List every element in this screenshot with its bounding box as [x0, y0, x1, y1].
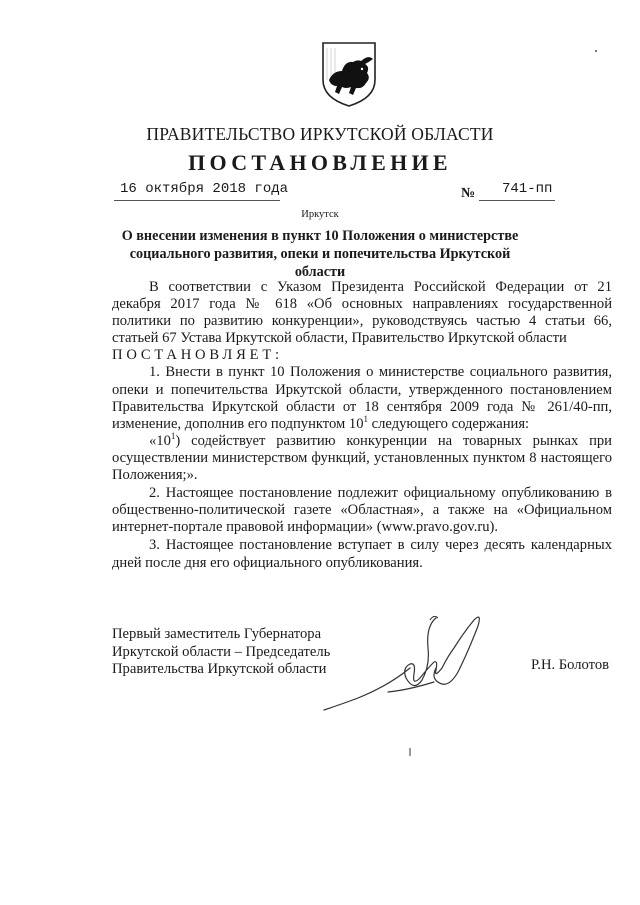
quote-start: «10: [149, 432, 171, 449]
document-number: 741-пп: [502, 181, 553, 197]
scan-speck: [595, 50, 597, 52]
superscript: 1: [363, 413, 368, 424]
government-name: ПРАВИТЕЛЬСТВО ИРКУТСКОЙ ОБЛАСТИ: [146, 124, 494, 144]
document-title: О внесении изменения в пункт 10 Положения о министерстве социального развития, опеки и попечительства Иркутской области: [121, 228, 519, 280]
resolves-heading: ПОСТАНОВЛЯЕТ:: [112, 347, 283, 364]
paragraph-1-text: 1. Внести в пункт 10 Положения о министерстве социального развития, опеки и попечительства Иркутской области, утвержденного постановлением Правительства Иркутской области от 18 сентября 2009 года № 261/40-пп, изменение, дополнив его подпунктом 10: [112, 364, 612, 432]
paragraph-2: 2. Настоящее постановление подлежит официальному опубликованию в общественно-политической газете «Областная», а также на «Официальном интернет-портале правовой информации» (www.pravo.gov.ru).: [112, 485, 612, 536]
number-underline: [479, 200, 555, 201]
handwritten-signature: [318, 606, 518, 721]
signatory-line-2: Иркутской области – Председатель: [112, 643, 331, 660]
document-date: 16 октября 2018 года: [120, 181, 289, 197]
paragraph-preamble: В соответствии с Указом Президента Российской Федерации от 21 декабря 2017 года № 618 «Об основных направлениях государственной политики по развитию конкуренции», руководствуясь частью 4 статьи 66, статьей 67 Устава Иркутской области, Правительство Иркутской области: [112, 279, 612, 347]
scan-speck: [409, 748, 411, 756]
signatory-line-3: Правительства Иркутской области: [112, 661, 327, 677]
number-sign: №: [461, 186, 476, 201]
paragraph-quote: [112, 430, 612, 484]
date-underline: [114, 200, 280, 201]
document-type-heading: ПОСТАНОВЛЕНИЕ: [188, 150, 452, 175]
quote-text: ) содействует развитию конкуренции на товарных рынках при осуществлении министерством функций, установленных пунктом 8 настоящего Положения;».: [112, 432, 612, 484]
signatory-name: Р.Н. Болотов: [531, 657, 610, 673]
superscript: 1: [170, 430, 176, 441]
paragraph-3: 3. Настоящее постановление вступает в силу через десять календарных дней после дня его официального опубликования.: [112, 537, 612, 571]
paragraph-1: [112, 364, 612, 432]
paragraph-1-tail: следующего содержания:: [368, 415, 530, 432]
signatory-position: [112, 626, 330, 679]
signatory-line-1: Первый заместитель Губернатора: [112, 626, 322, 642]
city-name: Иркутск: [301, 209, 339, 220]
coat-of-arms-emblem: [320, 40, 378, 108]
document-body: [112, 279, 612, 572]
